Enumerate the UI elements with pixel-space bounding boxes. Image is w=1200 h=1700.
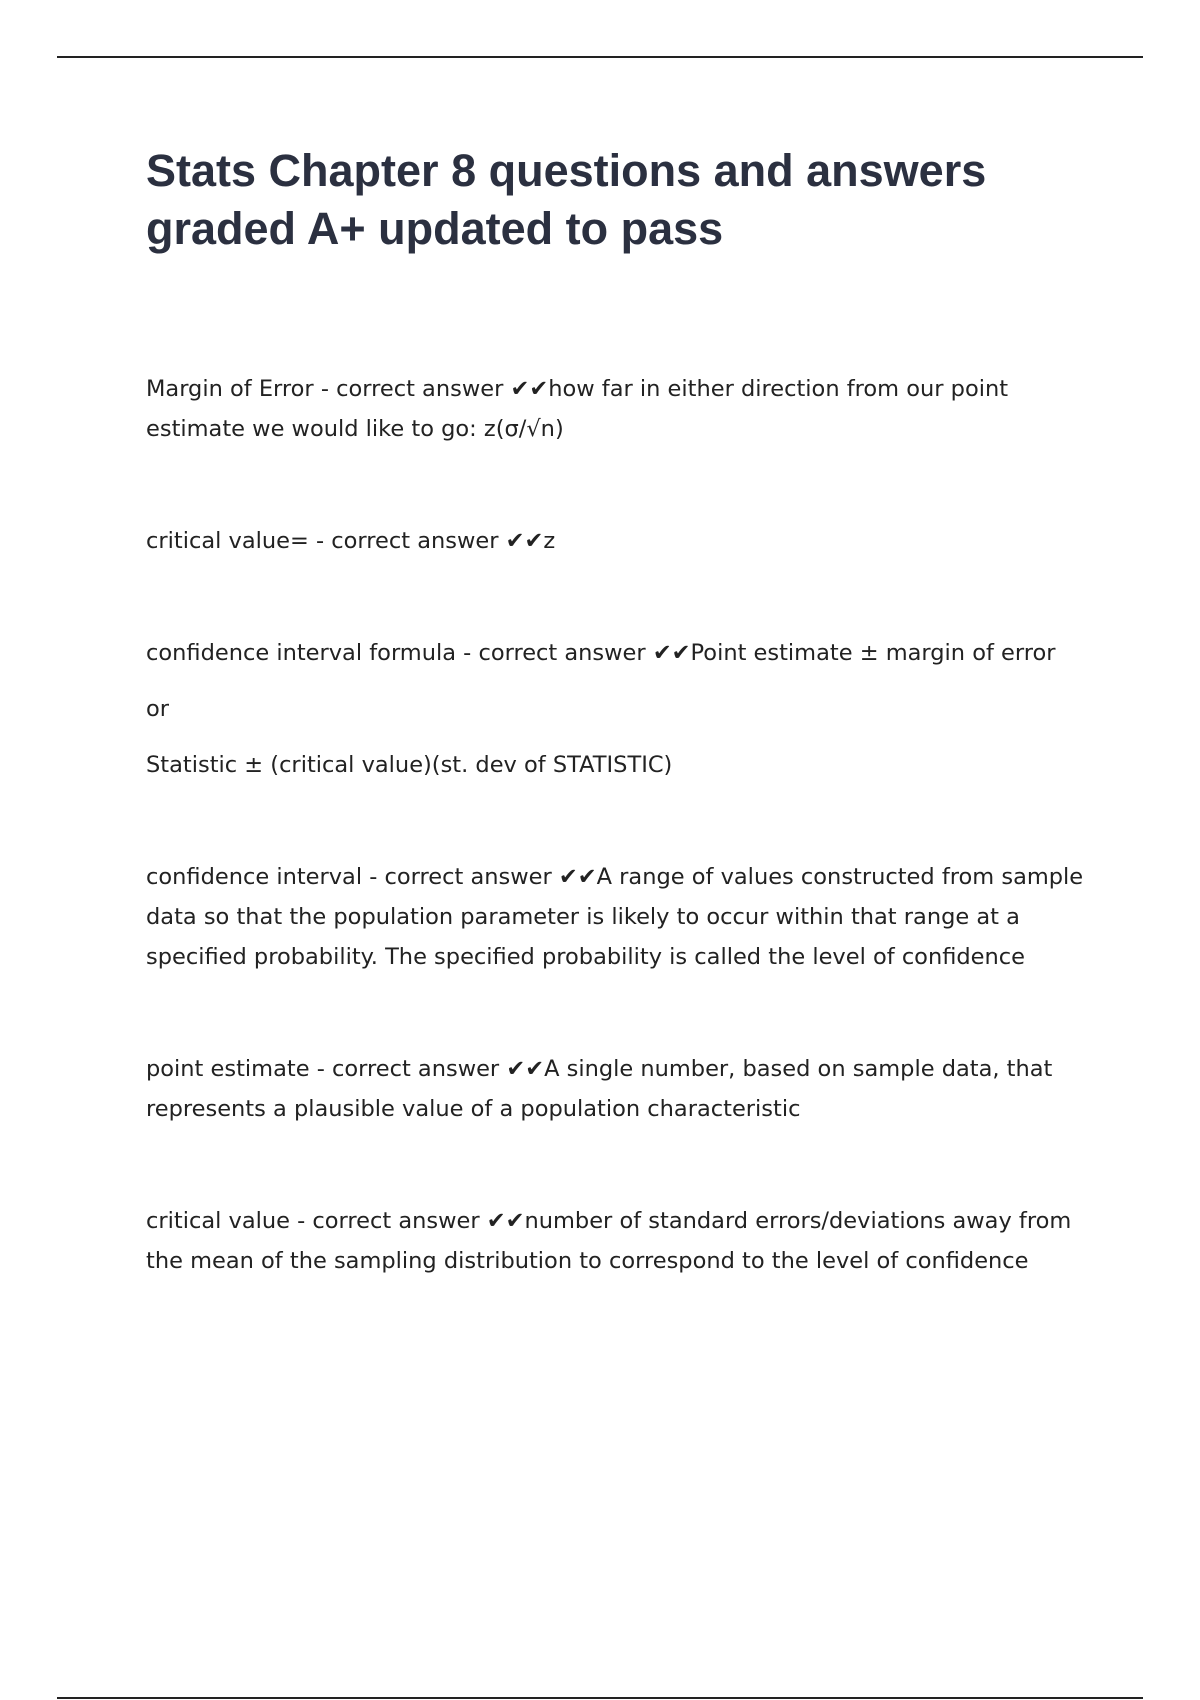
qa-answer: number of standard errors/deviations away from the mean of the sampling distribution to correspond to the level of confidence [146, 1208, 1072, 1274]
qa-term: confidence interval formula - [146, 640, 478, 666]
qa-answer: how far in either direction from our point estimate we would like to go: z(σ/√n) [146, 376, 1009, 442]
answer-label: correct answer [478, 640, 646, 666]
top-divider [57, 56, 1143, 58]
qa-term: confidence interval - [146, 864, 385, 890]
qa-item-critical-value [146, 1201, 1106, 1281]
double-check-icon: ✔✔ [486, 1208, 525, 1234]
qa-term: critical value - [146, 1208, 312, 1234]
qa-term: Margin of Error - [146, 376, 336, 402]
double-check-icon: ✔✔ [510, 376, 549, 402]
document-title-line-2: graded A+ updated to pass [146, 203, 724, 254]
answer-label: correct answer [331, 528, 499, 554]
qa-answer: Point estimate ± margin of error [690, 640, 1056, 666]
answer-label: correct answer [336, 376, 504, 402]
qa-item-critical-value-equals [146, 521, 1106, 561]
qa-item-point-estimate [146, 1049, 1106, 1129]
double-check-icon: ✔✔ [558, 864, 597, 890]
qa-item-confidence-interval [146, 857, 1106, 977]
qa-answer: z [543, 528, 556, 554]
bottom-divider [57, 1697, 1143, 1699]
double-check-icon: ✔✔ [505, 528, 544, 554]
qa-item-margin-of-error [146, 369, 1106, 449]
qa-answer-extra-statistic: Statistic ± (critical value)(st. dev of STATISTIC) [146, 752, 673, 778]
answer-label: correct answer [331, 1056, 500, 1082]
document-body [146, 142, 1106, 1281]
double-check-icon: ✔✔ [652, 640, 691, 666]
answer-label: correct answer [312, 1208, 480, 1234]
qa-answer: A single number, based on sample data, that represents a plausible value of a population characteristic [146, 1056, 1053, 1122]
qa-term: critical value= - [146, 528, 331, 554]
double-check-icon: ✔✔ [506, 1056, 545, 1082]
qa-answer: A range of values constructed from sample data so that the population parameter is likely to occur within that range at a specified probability. The specified probability is called the level of confidence [146, 864, 1084, 970]
answer-label: correct answer [384, 864, 552, 890]
qa-term: point estimate - [146, 1056, 332, 1082]
document-title [146, 142, 1106, 258]
qa-answer-extra-or: or [146, 696, 170, 722]
qa-item-confidence-interval-formula [146, 633, 1106, 673]
document-title-line-1: Stats Chapter 8 questions and answers [146, 145, 987, 196]
